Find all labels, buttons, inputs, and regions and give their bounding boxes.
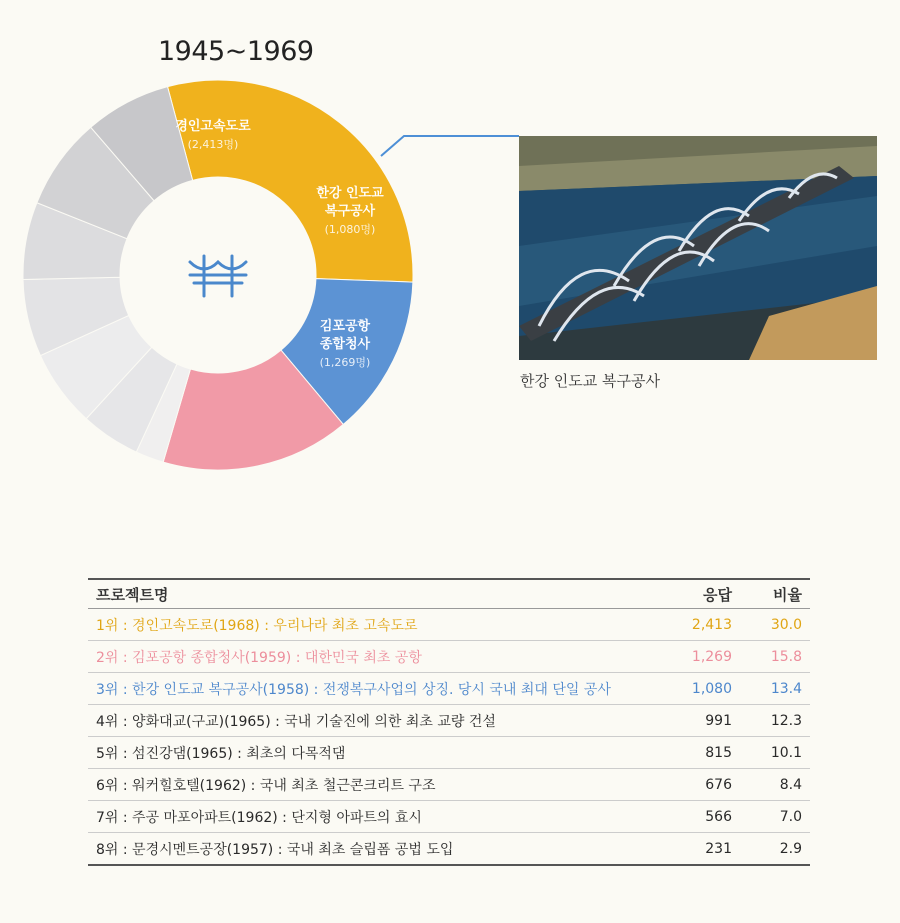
table-row [88,833,810,866]
table-row [88,641,810,673]
project-cell: 3위 : 한강 인도교 복구공사(1958) : 전쟁복구사업의 상징. 당시 국내 최대 단일 공사 [88,673,668,705]
ratio-cell: 15.8 [740,641,810,673]
count-cell: 676 [668,769,740,801]
table-header-row [88,579,810,609]
ratio-cell: 30.0 [740,609,810,641]
project-cell: 1위 : 경인고속도로(1968) : 우리나라 최초 고속도로 [88,609,668,641]
ratio-cell: 7.0 [740,801,810,833]
count-cell: 2,413 [668,609,740,641]
header-ratio: 비율 [740,579,810,609]
table-row [88,801,810,833]
chart-title: 1945~1969 [158,36,314,67]
count-cell: 815 [668,737,740,769]
count-cell: 1,080 [668,673,740,705]
project-cell: 6위 : 워커힐호텔(1962) : 국내 최초 철근콘크리트 구조 [88,769,668,801]
ratio-cell: 2.9 [740,833,810,866]
table-row [88,769,810,801]
ranking-table [88,578,810,866]
table-row [88,705,810,737]
slice-label-2: 한강 인도교 복구공사 (1,080명) [316,186,384,236]
photo-caption: 한강 인도교 복구공사 [520,372,660,390]
header-count: 응답 [668,579,740,609]
ratio-cell: 10.1 [740,737,810,769]
count-cell: 566 [668,801,740,833]
count-cell: 1,269 [668,641,740,673]
ratio-cell: 8.4 [740,769,810,801]
project-cell: 5위 : 섬진강댐(1965) : 최초의 다목적댐 [88,737,668,769]
project-cell: 7위 : 주공 마포아파트(1962) : 단지형 아파트의 효시 [88,801,668,833]
ratio-cell: 13.4 [740,673,810,705]
header-project: 프로젝트명 [88,579,668,609]
table-row [88,737,810,769]
project-cell: 2위 : 김포공항 종합청사(1959) : 대한민국 최초 공항 [88,641,668,673]
slice-label-1: 경인고속도로 (2,413명) [175,119,251,151]
table-row [88,609,810,641]
ratio-cell: 12.3 [740,705,810,737]
slice-label-3: 김포공항 종합청사 (1,269명) [319,319,371,369]
count-cell: 231 [668,833,740,866]
project-cell: 4위 : 양화대교(구교)(1965) : 국내 기술진에 의한 최초 교량 건설 [88,705,668,737]
count-cell: 991 [668,705,740,737]
project-cell: 8위 : 문경시멘트공장(1957) : 국내 최초 슬립폼 공법 도입 [88,833,668,866]
bridge-photo [519,136,877,360]
table-row [88,673,810,705]
